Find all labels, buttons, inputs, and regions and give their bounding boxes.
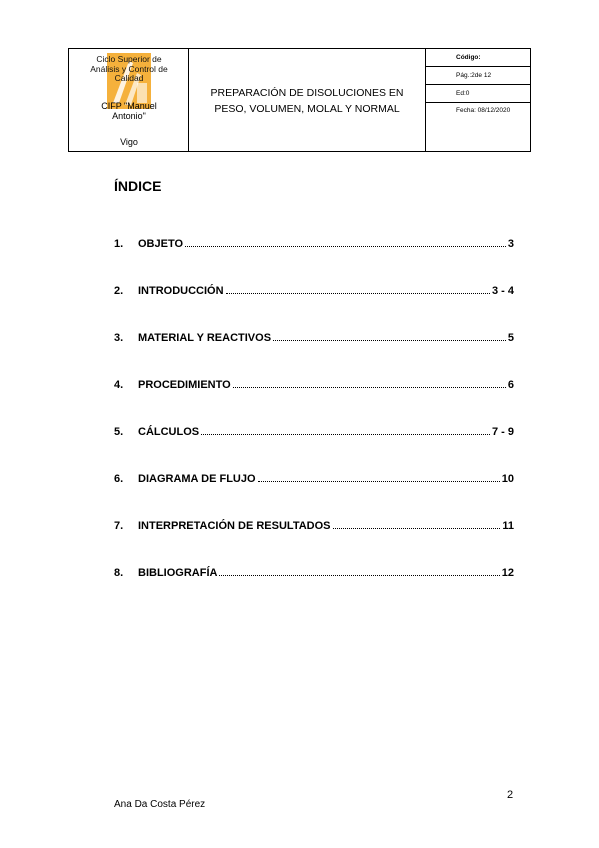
school-line-2: Antonio"	[112, 111, 146, 121]
toc-leader-dots	[219, 567, 499, 576]
toc-item[interactable]	[114, 567, 514, 583]
toc-item-number: 7.	[114, 520, 124, 532]
document-title-line-1: PREPARACIÓN DE DISOLUCIONES EN	[210, 87, 404, 99]
toc-item-label: OBJETO	[138, 238, 184, 250]
code-label: Código:	[426, 49, 530, 67]
toc-leader-dots	[185, 238, 506, 247]
toc-item-page: 7 - 9	[491, 426, 514, 438]
cycle-line-1: Ciclo Superior de	[96, 54, 162, 64]
toc-leader-dots	[333, 520, 501, 529]
toc-item-page: 3 - 4	[491, 285, 514, 297]
date-label: Fecha: 08/12/2020	[456, 107, 511, 114]
toc-item[interactable]	[114, 473, 514, 489]
toc-item-number: 2.	[114, 285, 124, 297]
index-title: ÍNDICE	[114, 178, 162, 194]
edition-label: Ed:0	[426, 85, 530, 103]
toc-leader-dots	[226, 285, 490, 294]
toc-item-label: INTRODUCCIÓN	[138, 285, 224, 297]
toc-item-label: DIAGRAMA DE FLUJO	[138, 473, 256, 485]
document-meta-cell	[426, 49, 530, 151]
toc-leader-dots	[258, 473, 500, 482]
cycle-name	[69, 55, 189, 84]
toc-item-page: 11	[502, 520, 514, 532]
author-name: Ana Da Costa Pérez	[114, 799, 206, 810]
toc-item-label: PROCEDIMIENTO	[138, 379, 231, 391]
document-title-cell	[189, 49, 426, 151]
document-title-line-2: PESO, VOLUMEN, MOLAL Y NORMAL	[214, 103, 400, 115]
header-logo-cell	[69, 49, 189, 151]
toc-item-page: 5	[507, 332, 514, 344]
toc-item[interactable]	[114, 520, 514, 536]
toc-item[interactable]	[114, 238, 514, 254]
cycle-line-2: Análisis y Control de	[90, 63, 168, 74]
toc-item-label: CÁLCULOS	[138, 426, 200, 438]
toc-item-label: INTERPRETACIÓN DE RESULTADOS	[138, 520, 331, 532]
toc-item-number: 8.	[114, 567, 124, 579]
toc-item-number: 1.	[114, 238, 124, 250]
toc-item[interactable]	[114, 285, 514, 301]
toc-item-number: 5.	[114, 426, 124, 438]
school-name	[69, 101, 189, 121]
toc-item[interactable]	[114, 426, 514, 442]
document-header	[68, 48, 531, 152]
toc-item[interactable]	[114, 379, 514, 395]
toc-item-number: 6.	[114, 473, 124, 485]
toc-item-number: 4.	[114, 379, 124, 391]
toc-leader-dots	[201, 426, 490, 435]
toc-item[interactable]	[114, 332, 514, 348]
toc-leader-dots	[233, 379, 506, 388]
toc-item-page: 3	[507, 238, 514, 250]
toc-item-page: 12	[501, 567, 514, 579]
toc-leader-dots	[273, 332, 506, 341]
page-label: Pág.:2de 12	[426, 67, 530, 85]
cycle-line-3: Calidad	[114, 73, 144, 83]
toc-item-page: 10	[501, 473, 514, 485]
city-label: Vigo	[120, 137, 138, 147]
toc-item-label: MATERIAL Y REACTIVOS	[138, 332, 272, 344]
toc-item-label: BIBLIOGRAFÍA	[138, 567, 218, 579]
toc-item-page: 6	[507, 379, 514, 391]
toc-item-number: 3.	[114, 332, 124, 344]
school-line-1: CIFP "Manuel	[101, 101, 157, 111]
page-number: 2	[507, 789, 514, 801]
